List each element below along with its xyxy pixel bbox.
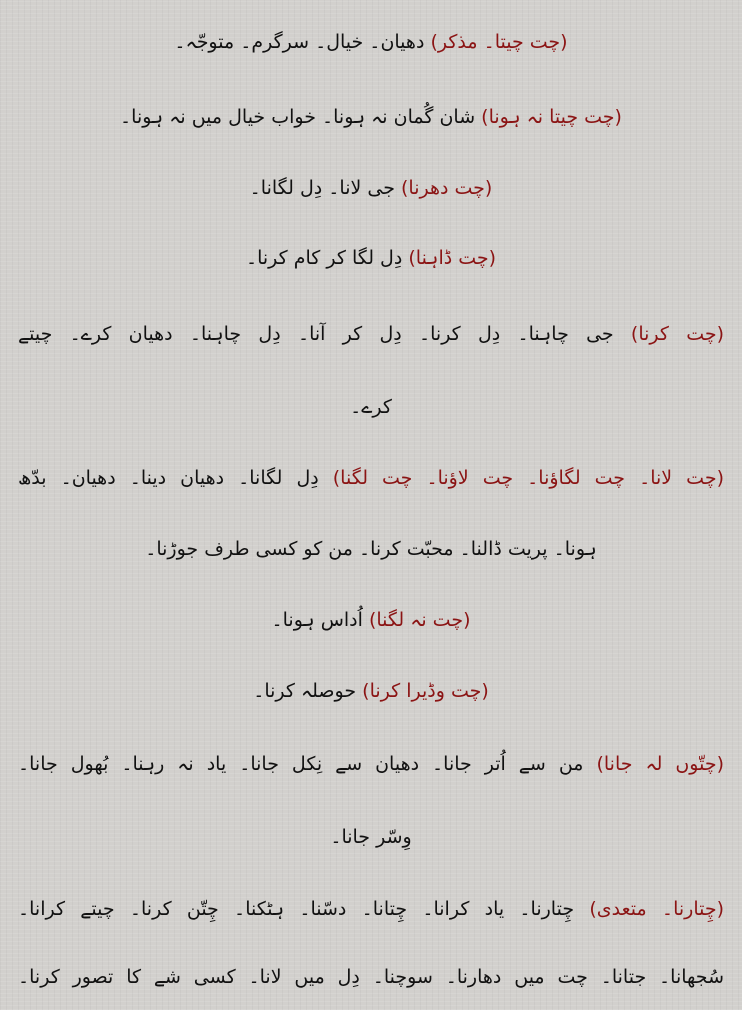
entry-continuation-line xyxy=(18,387,724,427)
entry-term: (چت کرنا) xyxy=(630,323,724,345)
entry-line xyxy=(18,97,724,137)
entry-line xyxy=(18,168,724,208)
entry-line xyxy=(18,314,724,354)
entry-continuation-line xyxy=(18,957,724,997)
entry-term: (چت چیتا۔ مذکر) xyxy=(430,31,568,53)
entry-definition: شان گُمان نہ ہونا۔ خواب خیال میں نہ ہونا۔ xyxy=(120,106,476,128)
entry-line xyxy=(18,889,724,929)
entry-definition: اُداس ہونا۔ xyxy=(271,609,363,631)
entry-definition: دِل لگا کر کام کرنا۔ xyxy=(245,247,403,269)
entry-term: (چت وڈیرا کرنا) xyxy=(362,680,489,702)
entry-definition: وِسّر جانا۔ xyxy=(330,826,412,848)
entry-line xyxy=(18,22,724,62)
entry-definition: من سے اُتر جانا۔ دھیان سے نِکل جانا۔ یاد نہ رہنا۔ بُھول جانا۔ xyxy=(18,753,584,775)
entry-definition: دِل لگانا۔ دھیان دینا۔ دھیان۔ بدّھ xyxy=(18,467,319,489)
entry-continuation-line xyxy=(18,529,724,569)
entry-line xyxy=(18,600,724,640)
entry-term: (چت نہ لگنا) xyxy=(368,609,471,631)
entry-definition: حوصلہ کرنا۔ xyxy=(253,680,357,702)
entry-term: (چتّوں لہ جانا) xyxy=(596,753,724,775)
entry-line xyxy=(18,238,724,278)
entry-term: (چِتارنا۔ متعدی) xyxy=(589,898,724,920)
entry-line xyxy=(18,671,724,711)
entry-line xyxy=(18,458,724,498)
entry-term: (چت دھرنا) xyxy=(401,177,493,199)
entry-continuation-line xyxy=(18,817,724,857)
entry-line xyxy=(18,744,724,784)
entry-definition: کرے۔ xyxy=(350,396,392,418)
entry-definition: چِتارنا۔ یاد کرانا۔ چِتانا۔ دسّنا۔ ہٹکنا۔ چِتّن کرنا۔ چیتے کرانا۔ xyxy=(18,898,575,920)
entry-term: (چت چیتا نہ ہونا) xyxy=(481,106,622,128)
entry-term: (چت ڈاہنا) xyxy=(408,247,497,269)
entry-definition: ہونا۔ پریت ڈالنا۔ محبّت کرنا۔ من کو کسی طرف جوڑنا۔ xyxy=(145,538,597,560)
entry-definition: جی چاہنا۔ دِل کرنا۔ دِل کر آنا۔ دِل چاہنا۔ دھیان کرے۔ چیتے xyxy=(18,323,614,345)
entry-definition: جی لانا۔ دِل لگانا۔ xyxy=(249,177,395,199)
entry-definition: دھیان۔ خیال۔ سرگرم۔ متوجّہ۔ xyxy=(174,31,425,53)
entry-term: (چت لانا۔ چت لگاؤنا۔ چت لاؤنا۔ چت لگنا) xyxy=(332,467,724,489)
entry-definition: سُجھانا۔ جتانا۔ چت میں دھارنا۔ سوچنا۔ دِل میں لانا۔ کسی شے کا تصور کرنا۔ xyxy=(18,966,724,988)
